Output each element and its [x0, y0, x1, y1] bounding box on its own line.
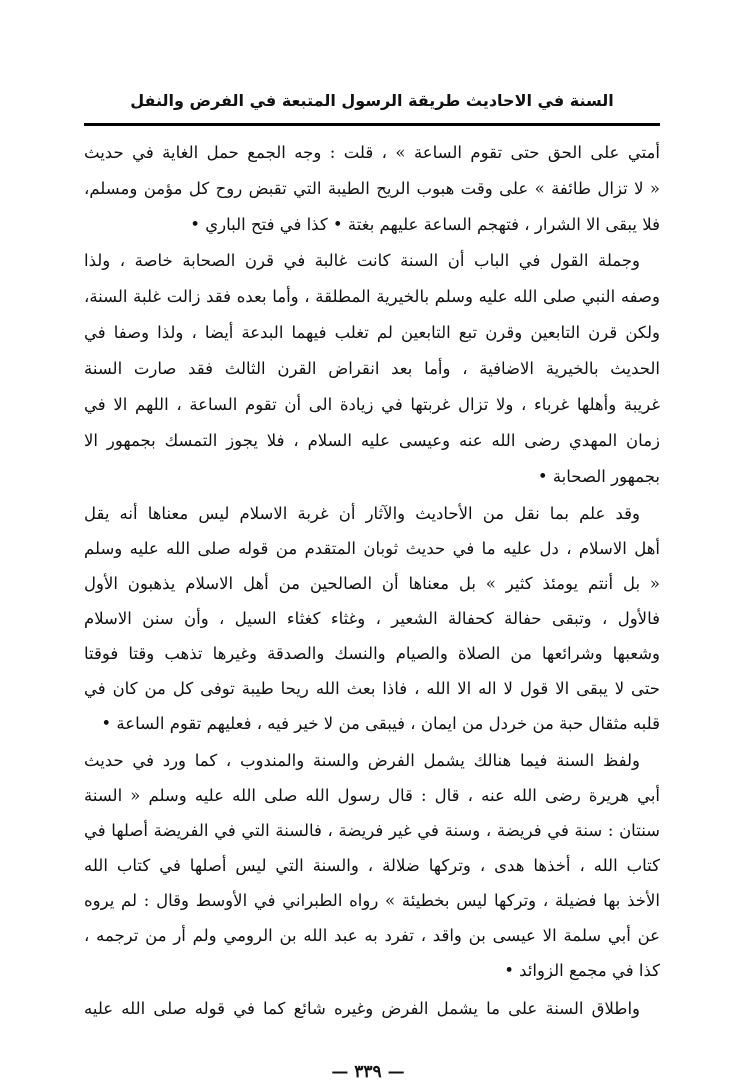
text-line: « بل أنتم يومئذ كثير » بل معناها أن الصالحين من أهل الاسلام يذهبون الأول: [84, 574, 660, 593]
text-line: وشعبها وشرائعها من الصلاة والصيام والنسك والصدقة وغيرها تذهب وقتا فوقتا: [84, 644, 660, 663]
text-line: حتى لا يبقى الا قول لا اله الا الله ، فاذا بعث الله ريحا طيبة توفى كل من كان في: [84, 679, 660, 698]
text-line: فالأول ، وتبقى حفالة كحفالة الشعير ، وغثاء كغثاء السيل ، وأن سنن الاسلام: [84, 609, 660, 628]
text-line: ولفظ السنة فيما هنالك يشمل الفرض والسنة والمندوب ، كما ورد في حديث: [84, 751, 640, 770]
text-line: كتاب الله ، أخذها هدى ، وتركها ضلالة ، والسنة التي ليس أصلها في كتاب الله: [84, 856, 660, 875]
text-line: « لا تزال طائفة » على وقت هبوب الريح الطيبة التي تقبض روح كل مؤمن ومسلم،: [84, 179, 660, 198]
text-line: وصفه النبي صلى الله عليه وسلم بالخيرية المطلقة ، وأما بعده فقد زالت غلبة السنة،: [84, 287, 660, 306]
text-line: وقد علم بما نقل من الأحاديث والآثار أن غربة الاسلام ليس معناها أنه يقل: [84, 504, 640, 523]
text-line: فلا يبقى الا الشرار ، فتهجم الساعة عليهم بغتة • كذا في فتح الباري •: [190, 215, 660, 234]
text-line: أبي هريرة رضى الله عنه ، قال : قال رسول الله صلى الله عليه وسلم « السنة: [84, 786, 660, 805]
running-header-title: السنة في الاحاديث طريقة الرسول المتبعة في الفرض والنفل: [130, 91, 614, 110]
text-line: زمان المهدي رضى الله عنه وعيسى عليه السلام ، فلا يجوز التمسك بجمهور الا: [84, 431, 660, 450]
text-line: كذا في مجمع الزوائد •: [504, 961, 660, 980]
text-line: غريبة وأهلها غرباء ، ولا تزال غربتها في زيادة الى أن تقوم الساعة ، اللهم الا في: [84, 395, 660, 414]
page-number: — ٣٣٩ —: [331, 1062, 405, 1082]
text-line: قلبه مثقال حبة من خردل من ايمان ، فيبقى من لا خير فيه ، فعليهم تقوم الساعة •: [101, 714, 660, 733]
text-line: ولكن قرن التابعين وقرن تبع التابعين لم تغلب فيهما البدعة أيضا ، ولذا وصفا في: [84, 323, 660, 342]
text-line: وجملة القول في الباب أن السنة كانت غالبة في قرن الصحابة خاصة ، ولذا: [84, 251, 640, 270]
text-line: الأخذ بها فضيلة ، وتركها ليس بخطيئة » رواه الطبراني في الأوسط وقال : لم يروه: [84, 891, 660, 910]
text-line: بجمهور الصحابة •: [537, 467, 660, 486]
text-line: أمتي على الحق حتى تقوم الساعة » ، قلت : وجه الجمع حمل الغاية في حديث: [84, 143, 660, 162]
text-line: أهل الاسلام ، دل عليه ما في حديث ثوبان المتقدم من قوله صلى الله عليه وسلم: [84, 539, 660, 558]
text-line: سنتان : سنة في فريضة ، وسنة في غير فريضة ، فالسنة التي في الفريضة أصلها في: [84, 821, 660, 840]
header-rule: [84, 123, 660, 126]
text-line: عن أبي سلمة الا عيسى بن واقد ، تفرد به عبد الله بن الرومي ولم أر من ترجمه ،: [84, 926, 660, 945]
text-line: واطلاق السنة على ما يشمل الفرض وغيره شائع كما في قوله صلى الله عليه: [84, 999, 640, 1018]
text-line: الحديث بالخيرية الاضافية ، وأما بعد انقراض القرن الثالث فقد صارت السنة: [84, 359, 660, 378]
